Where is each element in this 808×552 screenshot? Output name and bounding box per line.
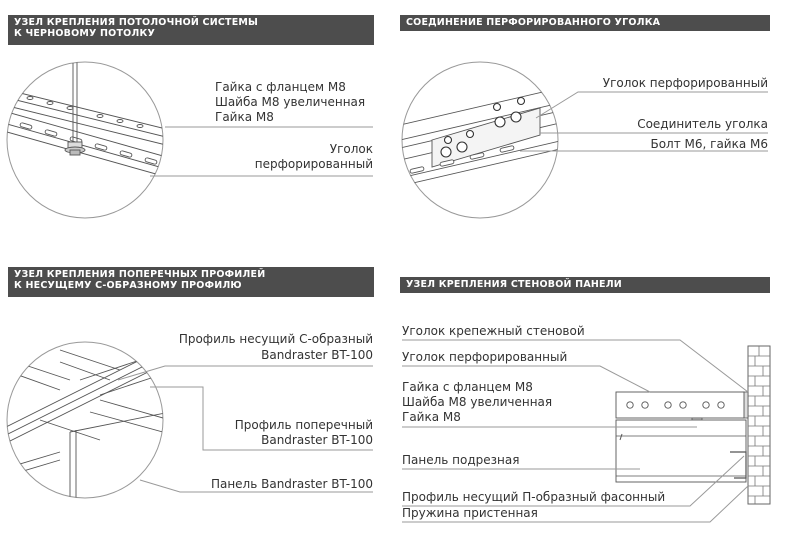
section-3-header xyxy=(8,267,374,297)
section-2-header xyxy=(400,15,770,31)
label-flange-nut: Гайка с фланцем М8 xyxy=(215,80,346,94)
label-nut-2: Гайка М8 xyxy=(402,410,461,424)
label-perforated-angle: Уголок перфорированный xyxy=(602,76,768,90)
cross-profile-drawing xyxy=(0,342,170,500)
label-wall-spring: Пружина пристенная xyxy=(402,506,538,520)
label-cross-profile: Профиль поперечный xyxy=(234,418,373,432)
label-perforated: перфорированный xyxy=(254,157,373,171)
label-perforated-angle-2: Уголок перфорированный xyxy=(402,350,568,364)
section-1-title-line2: К ЧЕРНОВОМУ ПОТОЛКУ xyxy=(14,28,155,39)
label-angle-connector: Соединитель уголка xyxy=(637,117,768,131)
label-wall-angle: Уголок крепежный стеновой xyxy=(402,324,585,338)
section-3-title-line1: УЗЕЛ КРЕПЛЕНИЯ ПОПЕРЕЧНЫХ ПРОФИЛЕЙ xyxy=(14,269,266,280)
label-carrier-model: Bandraster BT-100 xyxy=(261,348,373,362)
wall-panel-drawing xyxy=(616,346,770,504)
section-1-header xyxy=(8,15,374,45)
label-washer-2: Шайба М8 увеличенная xyxy=(402,395,553,409)
section-1-title-line1: УЗЕЛ КРЕПЛЕНИЯ ПОТОЛОЧНОЙ СИСТЕМЫ xyxy=(14,17,259,28)
label-flange-nut-2: Гайка с фланцем М8 xyxy=(402,380,533,394)
section-2-title: СОЕДИНЕНИЕ ПЕРФОРИРОВАННОГО УГОЛКА xyxy=(406,17,661,28)
label-carrier-profile: Профиль несущий С-образный xyxy=(178,332,373,346)
label-angle: Уголок xyxy=(329,142,373,156)
label-washer: Шайба М8 увеличенная xyxy=(215,95,366,109)
label-cut-panel: Панель подрезная xyxy=(402,453,520,467)
ceiling-mount-drawing xyxy=(0,62,170,218)
section-3-title-line2: К НЕСУЩЕМУ С-ОБРАЗНОМУ ПРОФИЛЮ xyxy=(14,280,242,291)
section-4-title: УЗЕЛ КРЕПЛЕНИЯ СТЕНОВОЙ ПАНЕЛИ xyxy=(406,279,622,290)
label-u-profile: Профиль несущий П-образный фасонный xyxy=(402,490,666,504)
section-4-header xyxy=(400,277,770,293)
label-cross-model: Bandraster BT-100 xyxy=(261,433,373,447)
label-panel: Панель Bandraster BT-100 xyxy=(210,477,373,491)
angle-connection-drawing xyxy=(400,62,560,218)
label-bolt-nut: Болт М6, гайка М6 xyxy=(650,137,768,151)
label-nut: Гайка М8 xyxy=(215,110,274,124)
